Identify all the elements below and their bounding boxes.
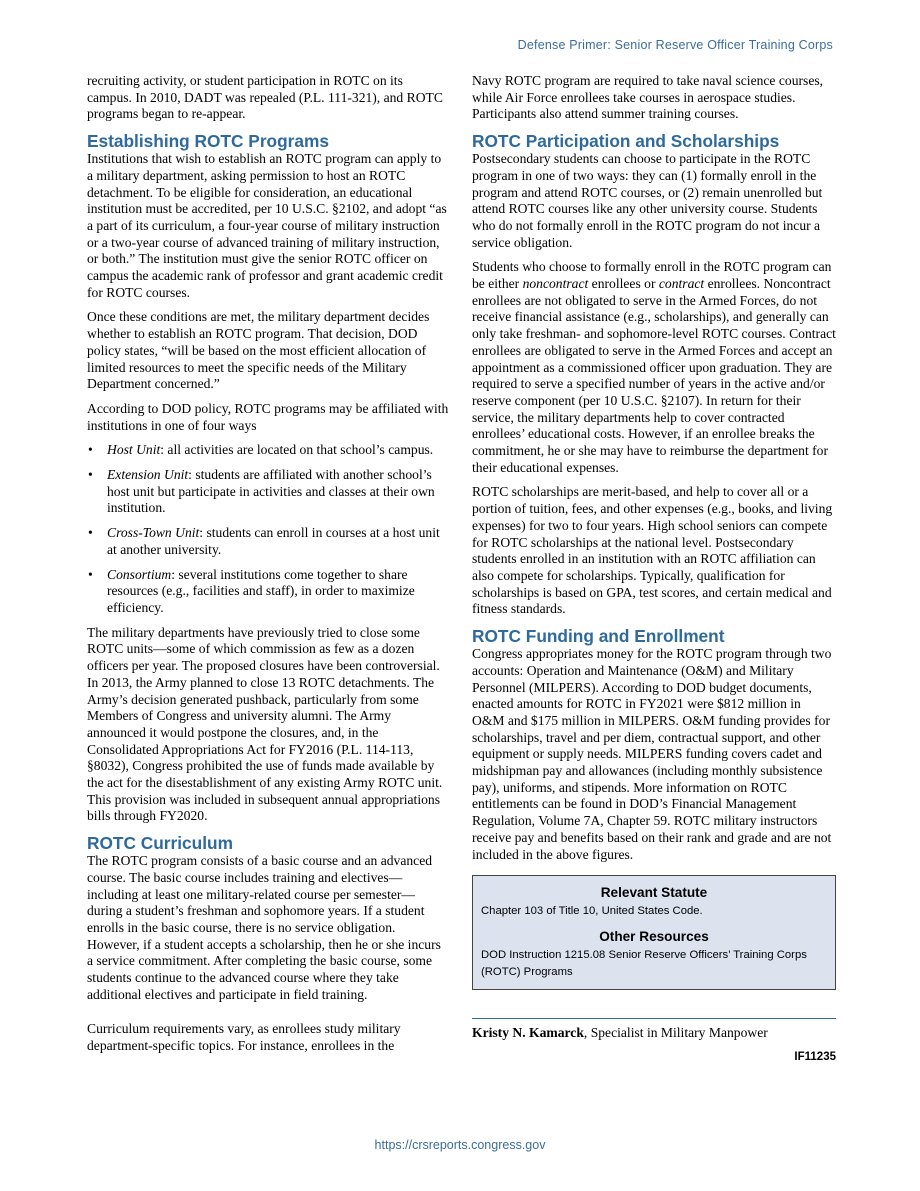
curriculum-paragraph-2: Curriculum requirements vary, as enrollees study military department-specific topics. For instance, enrollees in the (87, 1021, 401, 1054)
participation-paragraph-3: ROTC scholarships are merit-based, and help to cover all or a portion of tuition, fees, and other expenses (e.g., books, and living expenses) for two to four years. High school seniors can compete for ROTC scholarships at the national level. Postsecondary students enrolled in an institution with an ROTC affiliation can also compete for scholarships. Typically, qualification for scholarships is based on GPA, test scores, and certain medical and fitness standards. (472, 484, 833, 617)
author-title: , Specialist in Military Manpower (583, 1025, 768, 1041)
resources-heading: Other Resources (599, 929, 709, 945)
author-name: Kristy N. Kamarck (472, 1025, 584, 1041)
running-header: Defense Primer: Senior Reserve Officer Training Corps (517, 38, 833, 52)
intro-continuation: recruiting activity, or student participation in ROTC on its campus. In 2010, DADT was repealed (P.L. 111-321), and ROTC programs began to re-appear. (87, 73, 443, 122)
footer-link[interactable]: https://crsreports.congress.gov (374, 1138, 546, 1152)
establishing-paragraph-2: Once these conditions are met, the military department decides whether to establish an ROTC program. That decision, DOD policy states, “will be based on the most efficient allocation of limited resources to meet the specific needs of the Military Department concerned.” (87, 309, 430, 392)
heading-establishing: Establishing ROTC Programs (87, 131, 329, 152)
author-line (472, 1018, 836, 1041)
resources-box (472, 875, 836, 990)
participation-paragraph-2: Students who choose to formally enroll in the ROTC program can be either noncontract enrollees or contract enrollees. Noncontract enrollees are not obligated to serve in the Armed Forces, do not receive financial assistance (e.g., scholarships), and generally can only take freshman- and sophomore-level ROTC courses. Contract enrollees are obligated to serve in the Armed Forces and accept an appointment as a commissioned officer upon graduation. They are required to serve a specified number of years in the active and/or reserve component (per 10 U.S.C. §2107). In return for their service, the military departments help to cover contracted enrollees’ educational costs. However, if an enrollee breaks the commitment, he or she may have to reimburse the department for their educational expenses. (472, 259, 836, 475)
statute-heading: Relevant Statute (600, 885, 708, 901)
list-item: • Extension Unit: students are affiliated with another school’s host unit but participate in activities and classes at their own institution. (88, 467, 435, 516)
list-item: • Cross-Town Unit: students can enroll in courses at a host unit at another university. (88, 525, 440, 557)
statute-text: Chapter 103 of Title 10, United States Code. (481, 905, 703, 918)
heading-funding: ROTC Funding and Enrollment (472, 626, 725, 647)
resources-text: DOD Instruction 1215.08 Senior Reserve Officers’ Training Corps (ROTC) Programs (481, 949, 807, 979)
list-item: • Host Unit: all activities are located on that school’s campus. (88, 442, 434, 458)
unit-types-list (87, 442, 449, 616)
right-column (472, 73, 836, 1063)
left-column (87, 73, 449, 1063)
heading-curriculum: ROTC Curriculum (87, 833, 233, 854)
funding-paragraph-1: Congress appropriates money for the ROTC program through two accounts: Operation and Maintenance (O&M) and Military Personnel (MILPERS). According to DOD budget documents, enacted amounts for ROTC in FY2021 were $812 million in O&M and $175 million in MILPERS. O&M funding provides for scholarships, travel and per diem, contractual support, and other equipment or supply needs. MILPERS funding covers cadet and midshipman pay and allowances (including monthly subsistence pay), uniforms, and stipends. More information on ROTC entitlements can be found in DOD’s Financial Management Regulation, Volume 7A, Chapter 59. ROTC military instructors receive pay and benefits based on their rank and grade and are not included in the above figures. (472, 646, 832, 862)
right-continuation: Navy ROTC program are required to take naval science courses, while Air Force enrollees take courses in aerospace studies. Participants also attend summer training courses. (472, 73, 824, 122)
establishing-paragraph-1: Institutions that wish to establish an ROTC program can apply to a military department, asking permission to host an ROTC detachment. To be eligible for consideration, an educational institution must be accredited, per 10 U.S.C. §2102, and adopt “as a part of its curriculum, a four-year course of military instruction or a two-year course of advanced training of military instruction, or both.” The institution must give the senior ROTC officer on campus the academic rank of professor and grant academic credit for ROTC courses. (87, 151, 447, 300)
list-item: • Consortium: several institutions come together to share resources (e.g., facilities and staff), in order to maximize efficiency. (88, 566, 415, 615)
curriculum-paragraph-1: The ROTC program consists of a basic course and an advanced course. The basic course includes training and electives—including at least one military-related course per semester—during a student’s freshman and sophomore years. If a student enrolls in the basic course, there is no service obligation. However, if a student accepts a scholarship, then he or she incurs a service commitment. After completing the basic course, some students continue to the advanced course where they take additional electives and participate in field training. (87, 853, 441, 1002)
establishing-paragraph-3: According to DOD policy, ROTC programs may be affiliated with institutions in one of four ways (87, 400, 449, 433)
heading-participation: ROTC Participation and Scholarships (472, 131, 780, 152)
participation-paragraph-1: Postsecondary students can choose to participate in the ROTC program in one of two ways: they can (1) formally enroll in the program and attend ROTC courses, or (2) remain unenrolled but attend ROTC courses like any other university course. Students who do not formally enroll in the ROTC program do not incur a service obligation. (472, 151, 823, 250)
document-id: IF11235 (794, 1051, 836, 1064)
establishing-paragraph-4: The military departments have previously tried to close some ROTC units—some of which commission as few as a dozen officers per year. The proposed closures have been controversial. In 2013, the Army planned to close 13 ROTC detachments. The Army’s decision generated pushback, particularly from some Members of Congress and university alumni. The Army announced it would postpone the closures, and, in the Consolidated Appropriations Act for FY2016 (P.L. 114-113, §8032), Congress prohibited the use of funds made available by the act for the disestablishment of any existing Army ROTC unit. This provision was included in subsequent annual appropriations bills through FY2020. (87, 624, 443, 824)
